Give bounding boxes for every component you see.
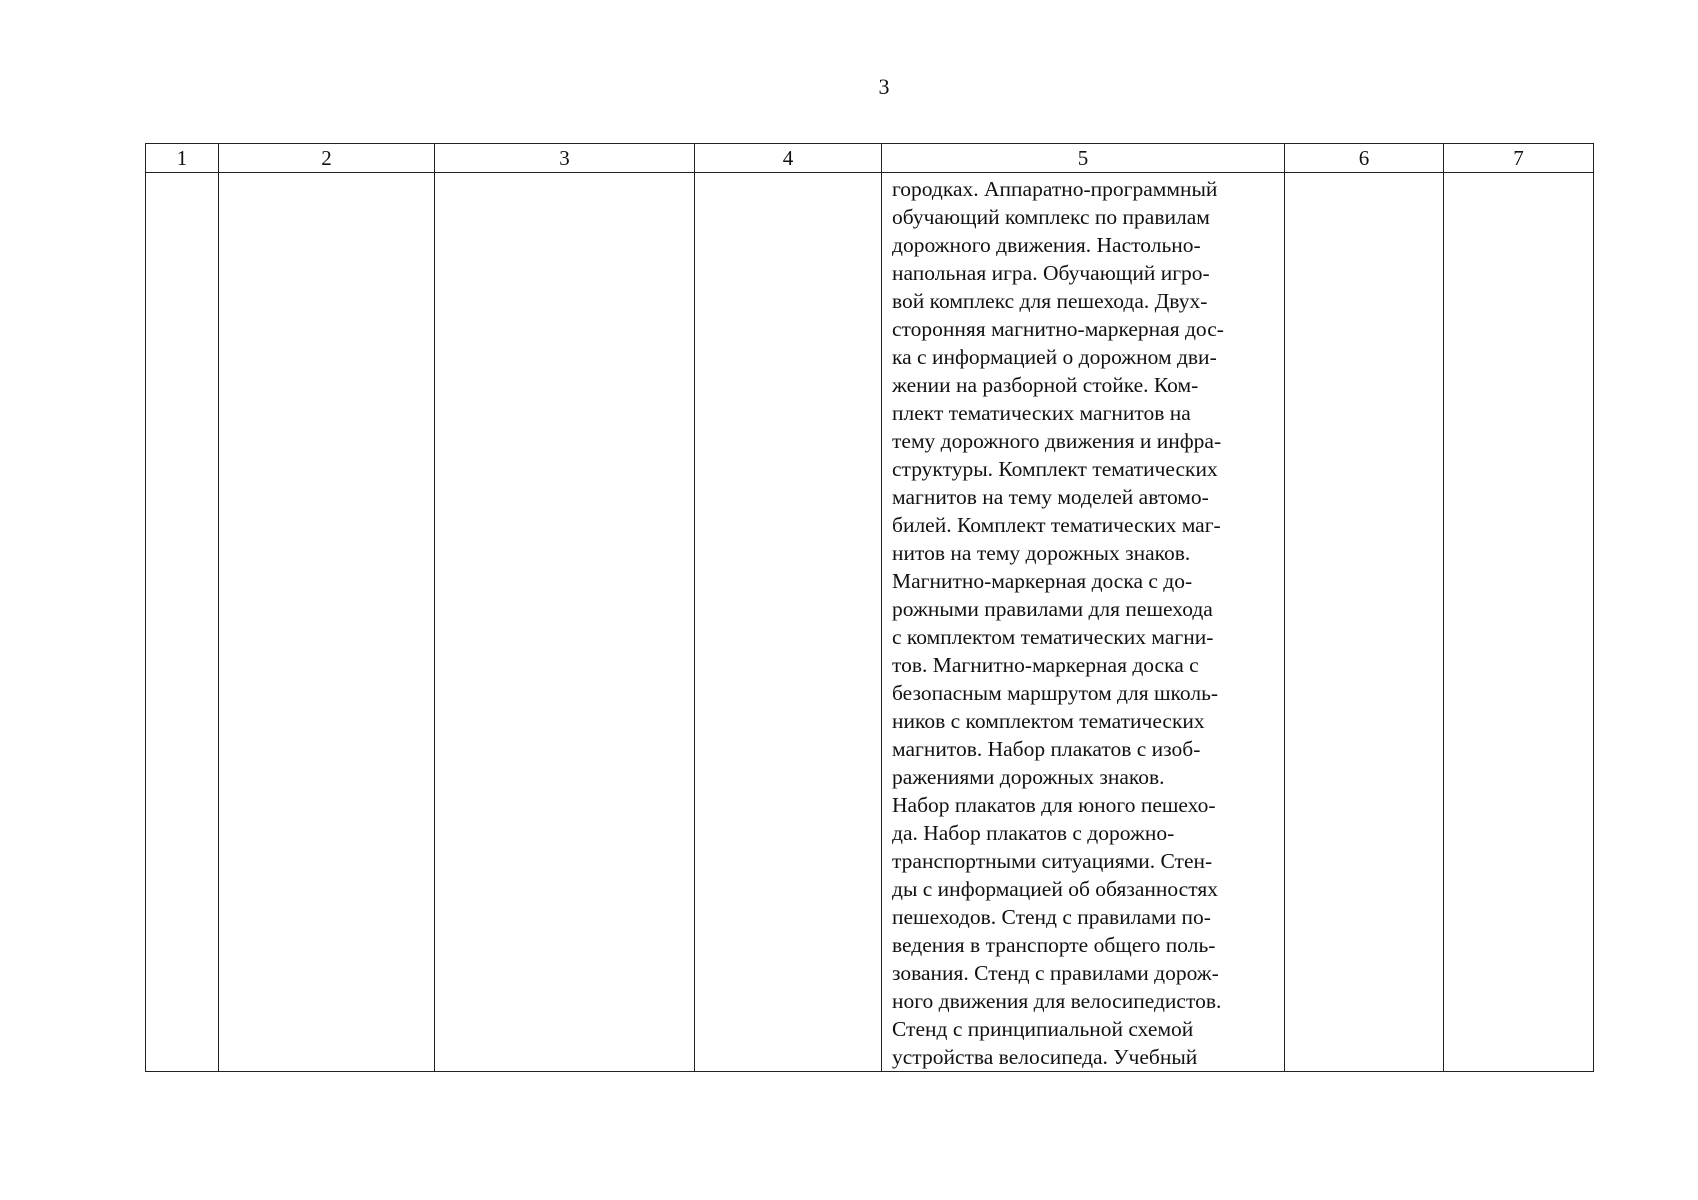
text-line: напольная игра. Обучающий игро-	[892, 261, 1210, 285]
text-line: жении на разборной стойке. Ком-	[892, 373, 1199, 397]
table-cell-col6	[1285, 173, 1444, 1072]
text-line: сторонняя магнитно-маркерная дос-	[892, 317, 1224, 341]
page-number: 3	[878, 74, 890, 99]
text-line: магнитов. Набор плакатов с изоб-	[892, 737, 1201, 761]
column-header-3: 3	[435, 144, 695, 173]
text-line: ников с комплектом тематических	[892, 709, 1205, 733]
table-cell-col4	[695, 173, 882, 1072]
table-row	[146, 173, 1594, 1072]
text-line: пешеходов. Стенд с правилами по-	[892, 905, 1211, 929]
text-line: устройства велосипеда. Учебный	[892, 1045, 1198, 1069]
column-header-7: 7	[1444, 144, 1594, 173]
text-line: тему дорожного движения и инфра-	[892, 429, 1222, 453]
table-cell-col5	[882, 173, 1285, 1072]
column-header-5: 5	[882, 144, 1285, 173]
text-line: городках. Аппаратно-программный	[892, 177, 1218, 201]
text-line: ного движения для велосипедистов.	[892, 989, 1222, 1013]
text-line: магнитов на тему моделей автомо-	[892, 485, 1209, 509]
text-line: с комплектом тематических магни-	[892, 625, 1214, 649]
table-cell-col7	[1444, 173, 1594, 1072]
column-header-2: 2	[219, 144, 435, 173]
text-line: ды с информацией об обязанностях	[892, 877, 1218, 901]
text-line: билей. Комплект тематических маг-	[892, 513, 1221, 537]
text-line: плект тематических магнитов на	[892, 401, 1191, 425]
table-header-row	[146, 144, 1594, 173]
text-line: да. Набор плакатов с дорожно-	[892, 821, 1175, 845]
table-cell-col3	[435, 173, 695, 1072]
text-line: нитов на тему дорожных знаков.	[892, 541, 1191, 565]
text-line: зования. Стенд с правилами дорож-	[892, 961, 1219, 985]
text-line: тов. Магнитно-маркерная доска с	[892, 653, 1199, 677]
text-line: вой комплекс для пешехода. Двух-	[892, 289, 1208, 313]
equipment-description-text	[892, 175, 1280, 1071]
text-line: Стенд с принципиальной схемой	[892, 1017, 1194, 1041]
text-line: ведения в транспорте общего поль-	[892, 933, 1216, 957]
text-line: Набор плакатов для юного пешехо-	[892, 793, 1216, 817]
text-line: безопасным маршрутом для школь-	[892, 681, 1219, 705]
text-line: Магнитно-маркерная доска с до-	[892, 569, 1193, 593]
text-line: ражениями дорожных знаков.	[892, 765, 1165, 789]
table-cell-col2	[219, 173, 435, 1072]
text-line: обучающий комплекс по правилам	[892, 205, 1210, 229]
text-line: структуры. Комплект тематических	[892, 457, 1218, 481]
text-line: ка с информацией о дорожном дви-	[892, 345, 1217, 369]
column-header-6: 6	[1285, 144, 1444, 173]
text-line: дорожного движения. Настольно-	[892, 233, 1201, 257]
column-header-1: 1	[146, 144, 219, 173]
text-line: транспортными ситуациями. Стен-	[892, 849, 1213, 873]
column-header-4: 4	[695, 144, 882, 173]
text-line: рожными правилами для пешехода	[892, 597, 1213, 621]
table-cell-col1	[146, 173, 219, 1072]
document-table	[145, 143, 1594, 1072]
